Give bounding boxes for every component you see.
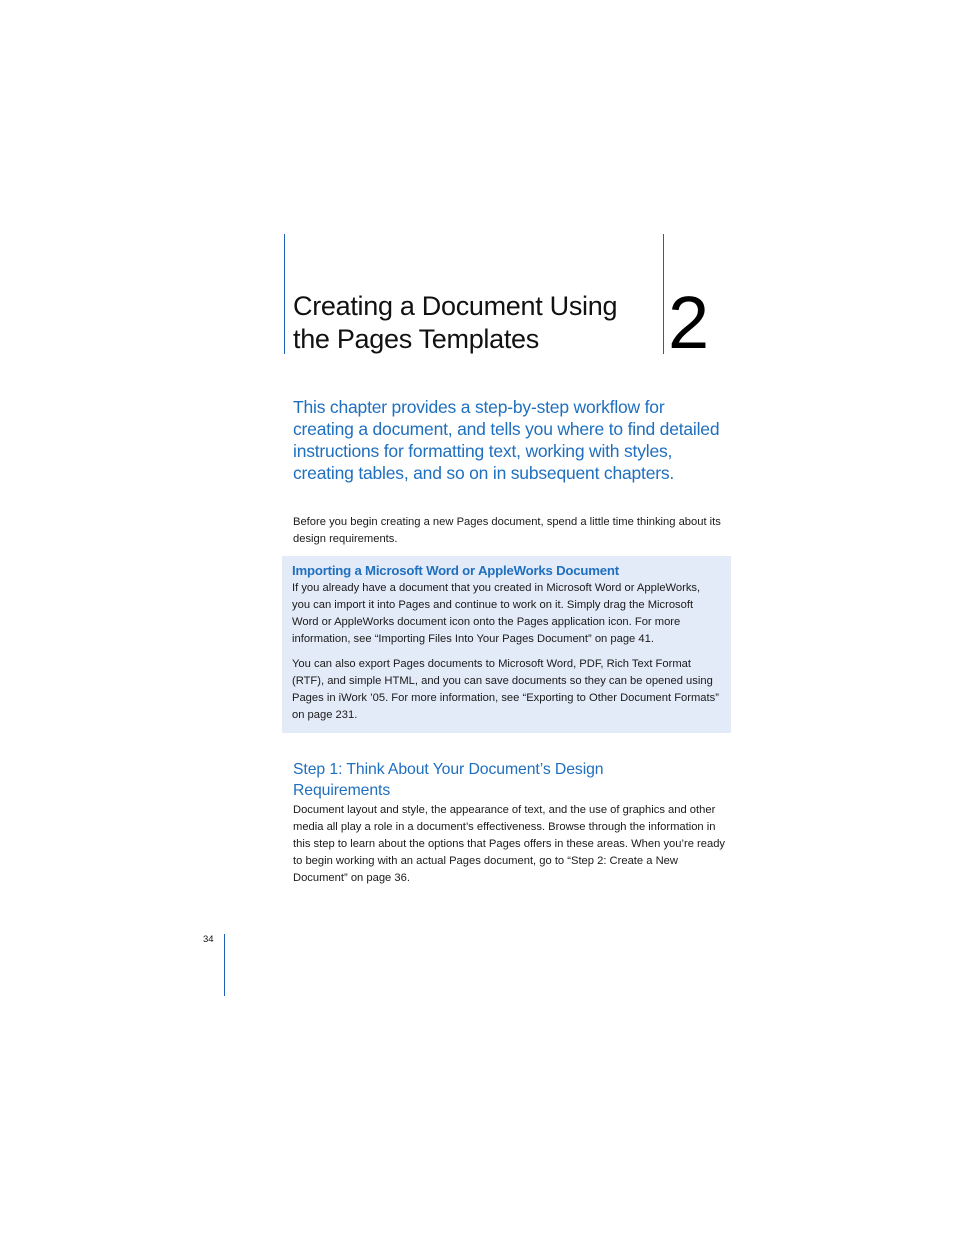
chapter-title-rule-left <box>284 234 285 354</box>
sidebar-paragraph: If you already have a document that you created in Microsoft Word or AppleWorks, you can import it into Pages and continue to work on it. Simply drag the Microsoft Word or AppleWorks document icon onto the Pages application icon. For more information, see “Importing Files Into Your Pages Document” on page 41. <box>292 582 701 645</box>
chapter-intro: This chapter provides a step-by-step workflow for creating a document, and tells you where to find detailed instructions for formatting text, working with styles, creating tables, and so on in subsequent chapters. <box>293 397 720 483</box>
folio-rule <box>224 934 225 996</box>
section-heading: Step 1: Think About Your Document’s Design Requirements <box>293 761 604 799</box>
lead-paragraph: Before you begin creating a new Pages document, spend a little time thinking about its design requirements. <box>293 516 721 545</box>
page-number: 34 <box>203 934 214 945</box>
import-sidebar <box>282 556 731 733</box>
chapter-number-rule <box>663 234 664 354</box>
chapter-number: 2 <box>668 281 710 364</box>
chapter-title: Creating a Document Using the Pages Templates <box>293 291 618 354</box>
sidebar-paragraph: You can also export Pages documents to Microsoft Word, PDF, Rich Text Format (RTF), and simple HTML, and you can save documents so they can be opened using Pages in iWork ’05. For more information, see “Exporting to Other Document Formats” on page 231. <box>292 658 719 721</box>
section-body: Document layout and style, the appearance of text, and the use of graphics and other media all play a role in a document’s effectiveness. Browse through the information in this step to learn about the options that Pages offers in these areas. When you’re ready to begin working with an actual Pages document, go to “Step 2: Create a New Document” on page 36. <box>293 804 726 884</box>
sidebar-heading: Importing a Microsoft Word or AppleWorks Document <box>292 563 619 578</box>
